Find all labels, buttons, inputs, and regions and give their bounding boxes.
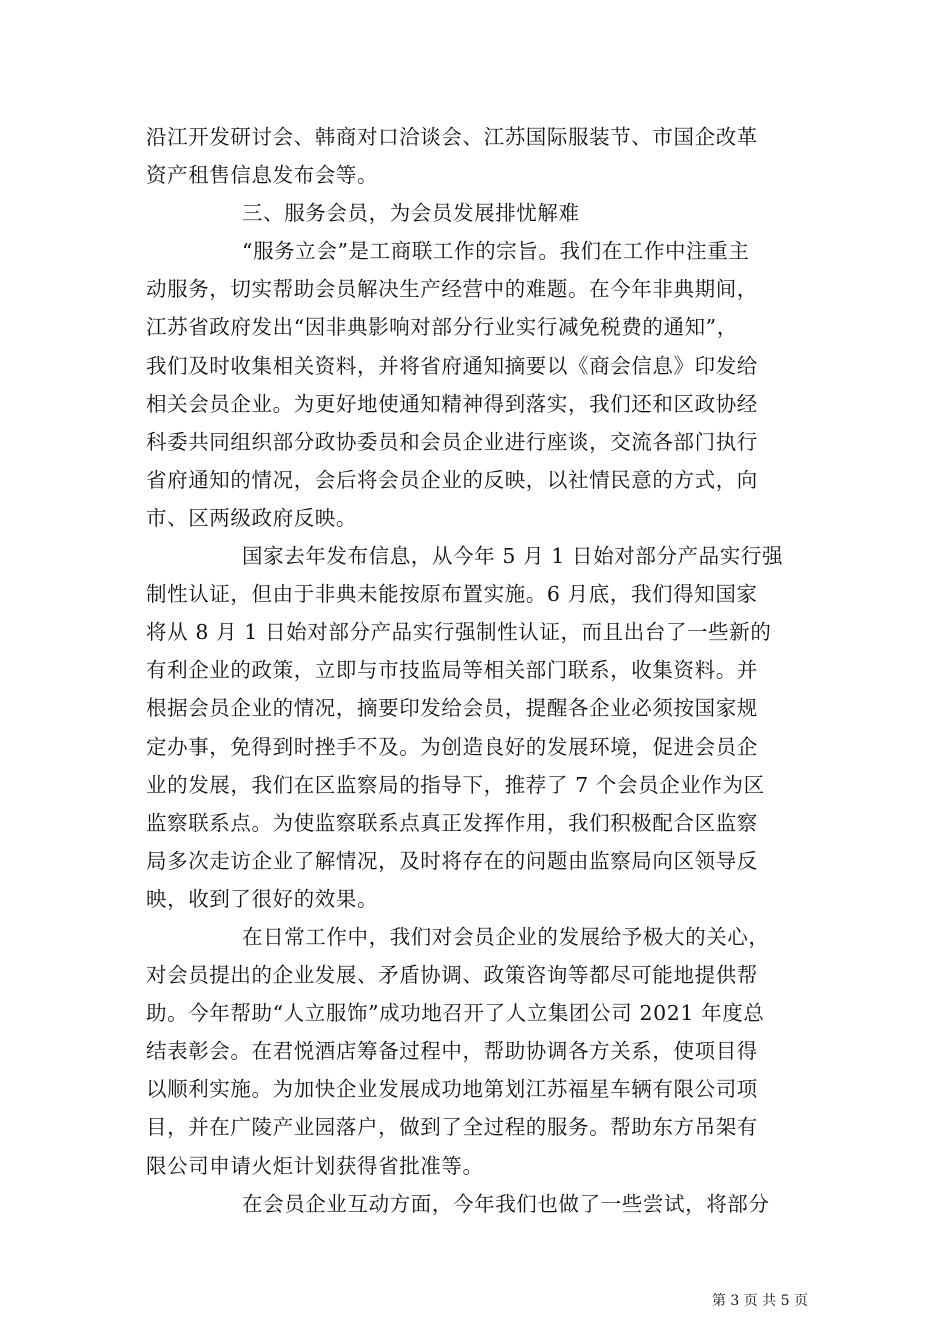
text-line: 映，收到了很好的效果。 [146,886,379,911]
text-line: 资产租售信息发布会等。 [146,163,379,188]
text-line: 助。今年帮助“人立服饰”成功地召开了人立集团公司 2021 年度总 [146,1001,765,1026]
text-line: 我们及时收集相关资料，并将省府通知摘要以《商会信息》印发给 [146,353,758,378]
section-heading: 三、服务会员，为会员发展排忧解难 [242,201,580,226]
text-line: 对会员提出的企业发展、矛盾协调、政策咨询等都尽可能地提供帮 [146,963,758,988]
text-line: 有利企业的政策，立即与市技监局等相关部门联系，收集资料。并 [146,658,758,683]
page-number: 第 3 页 共 5 页 [711,1293,808,1309]
text-line: 定办事，免得到时挫手不及。为创造良好的发展环境，促进会员企 [146,734,758,759]
body-text [146,118,808,1223]
text-line: 相关会员企业。为更好地使通知精神得到落实，我们还和区政协经 [146,391,758,416]
text-line: 局多次走访企业了解情况，及时将存在的问题由监察局向区领导反 [146,848,758,873]
text-line: 将从 8 月 1 日始对部分产品实行强制性认证，而且出台了一些新的 [146,620,772,645]
paragraph-start: “服务立会”是工商联工作的宗旨。我们在工作中注重主 [242,239,750,264]
text-line: 沿江开发研讨会、韩商对口洽谈会、江苏国际服装节、市国企改革 [146,125,758,149]
paragraph-start: 国家去年发布信息，从今年 5 月 1 日始对部分产品实行强 [242,544,784,569]
text-line: 江苏省政府发出“因非典影响对部分行业实行减免税费的通知”， [146,315,738,340]
text-line: 限公司申请火炬计划获得省批准等。 [146,1153,484,1178]
text-line: 制性认证，但由于非典未能按原布置实施。6 月底，我们得知国家 [146,582,758,607]
text-line: 监察联系点。为使监察联系点真正发挥作用，我们积极配合区监察 [146,810,758,835]
text-line: 市、区两级政府反映。 [146,505,357,530]
text-line: 根据会员企业的情况，摘要印发给会员，提醒各企业必须按国家规 [146,696,758,721]
paragraph-start: 在日常工作中，我们对会员企业的发展给予极大的关心， [242,924,770,949]
text-line: 科委共同组织部分政协委员和会员企业进行座谈，交流各部门执行 [146,429,758,454]
text-line: 结表彰会。在君悦酒店筹备过程中，帮助协调各方关系，使项目得 [146,1039,758,1064]
text-line: 动服务，切实帮助会员解决生产经营中的难题。在今年非典期间， [146,277,758,302]
text-line: 目，并在广陵产业园落户，做到了全过程的服务。帮助东方吊架有 [146,1115,758,1140]
paragraph-start: 在会员企业互动方面，今年我们也做了一些尝试，将部分 [242,1191,770,1216]
text-line: 业的发展，我们在区监察局的指导下，推荐了 7 个会员企业作为区 [146,772,765,797]
text-line: 以顺利实施。为加快企业发展成功地第划江苏福星车辆有限公司项 [146,1077,758,1102]
text-line: 省府通知的情况，会后将会员企业的反映，以社情民意的方式，向 [146,467,758,492]
